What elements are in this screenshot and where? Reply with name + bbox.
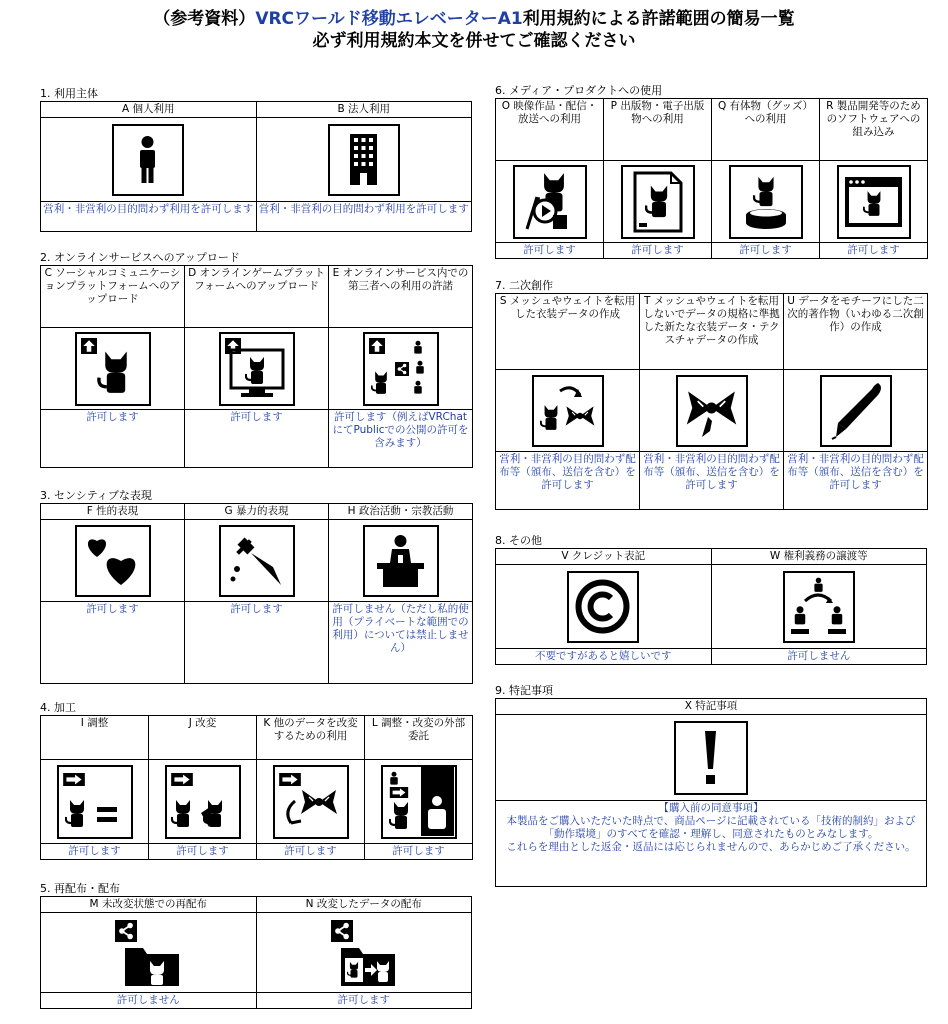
col-head-special-notes: X 特記事項 xyxy=(496,699,927,715)
page-subtitle: 必ず利用規約本文を併せてご確認ください xyxy=(312,31,636,51)
video-icon xyxy=(513,165,587,239)
special-notes-table xyxy=(495,698,927,887)
perm-software: 許可します xyxy=(820,243,928,259)
perm-transfer: 許可しません xyxy=(711,649,927,665)
section-special-notes xyxy=(495,684,927,887)
perm-redistribute-unmodified: 許可しません xyxy=(41,993,257,1009)
outsource-icon xyxy=(381,765,457,839)
bow-large-icon xyxy=(676,375,748,447)
upload-game-icon xyxy=(219,332,295,406)
knife-icon xyxy=(219,525,295,597)
media-products-table xyxy=(495,98,928,259)
perm-violent: 許可します xyxy=(185,602,329,684)
col-head-publication: P 出版物・電子出版物への利用 xyxy=(604,99,712,161)
section-derivative xyxy=(495,279,928,510)
col-head-adjust: I 調整 xyxy=(41,716,149,760)
col-head-new-costume: T メッシュやウェイトを転用しないでデータの規格に準拠した新たな衣装データ・テクスチャデータの作成 xyxy=(640,294,784,370)
col-head-social-upload: C ソーシャルコミュニケーションプラットフォームへのアップロード xyxy=(41,266,185,328)
figure-icon xyxy=(729,165,803,239)
perm-publication: 許可します xyxy=(604,243,712,259)
perm-new-costume: 営利・非営利の目的問わず配布等（頒布、送信を含む）を許可します xyxy=(640,452,784,510)
perm-fan-work: 営利・非営利の目的問わず配布等（頒布、送信を含む）を許可します xyxy=(784,452,928,510)
perm-game-upload: 許可します xyxy=(185,410,329,468)
hearts-icon xyxy=(75,525,151,597)
col-head-fan-work: U データをモチーフにした二次的著作物（いわゆる二次創作）の作成 xyxy=(784,294,928,370)
col-head-personal: A 個人利用 xyxy=(41,102,257,118)
podium-icon xyxy=(363,525,439,597)
person-icon xyxy=(112,124,184,196)
perm-video: 許可します xyxy=(496,243,604,259)
online-upload-table xyxy=(40,265,473,468)
perm-outsource: 許可します xyxy=(365,844,473,860)
col-head-outsource: L 調整・改変の外部委託 xyxy=(365,716,473,760)
page-title xyxy=(0,8,948,30)
section-redistribution xyxy=(40,882,472,1009)
note-title: 【購入前の同意事項】 xyxy=(658,802,764,814)
col-head-sexual: F 性的表現 xyxy=(41,504,185,520)
adjust-icon xyxy=(57,765,133,839)
section-label: 8. その他 xyxy=(495,534,542,547)
col-head-modify-other: K 他のデータを改変するための利用 xyxy=(257,716,365,760)
perm-social-upload: 許可します xyxy=(41,410,185,468)
modify-icon xyxy=(165,765,241,839)
col-head-software: R 製品開発等のためのソフトウェアへの組み込み xyxy=(820,99,928,161)
section-label: 6. メディア・プロダクトへの使用 xyxy=(495,84,663,97)
perm-modify-other: 許可します xyxy=(257,844,365,860)
col-head-political: H 政治活動・宗教活動 xyxy=(329,504,473,520)
col-head-redistribute-unmodified: M 未改変状態での再配布 xyxy=(41,897,257,913)
section-online-upload xyxy=(40,251,473,468)
col-head-modify: J 改変 xyxy=(149,716,257,760)
col-head-game-upload: D オンラインゲームプラットフォームへのアップロード xyxy=(185,266,329,328)
section-media-products xyxy=(495,84,928,259)
other-table xyxy=(495,548,927,665)
perm-corporate: 営利・非営利の目的問わず利用を許可します xyxy=(256,202,472,232)
exclamation-icon xyxy=(674,721,748,795)
section-other xyxy=(495,534,927,665)
copyright-icon xyxy=(567,571,639,643)
section-sensitive xyxy=(40,489,473,684)
col-head-corporate: B 法人利用 xyxy=(256,102,472,118)
section-label: 3. センシティブな表現 xyxy=(40,489,152,502)
pen-icon xyxy=(820,375,892,447)
note-body-agreement: 本製品をご購入いただいた時点で、商品ページに記載されている「技術的制約」および「動作環境」のすべてを確認・理解し、同意されたものとみなします。 xyxy=(506,815,916,840)
note-body-refund: これらを理由とした返金・返品には応じられませんので、あらかじめご了承ください。 xyxy=(506,841,916,853)
upload-cat-icon xyxy=(75,332,151,406)
col-head-violent: G 暴力的表現 xyxy=(185,504,329,520)
col-head-distribute-modified: N 改変したデータの配布 xyxy=(256,897,472,913)
usage-subject-table xyxy=(40,101,472,232)
derivative-table xyxy=(495,293,928,510)
section-label: 2. オンラインサービスへのアップロード xyxy=(40,251,240,264)
product-name: VRCワールド移動エレベーターA1 xyxy=(255,9,523,29)
publication-icon xyxy=(621,165,695,239)
section-label: 9. 特記事項 xyxy=(495,684,553,697)
transfer-icon xyxy=(783,571,855,643)
redistribution-table xyxy=(40,896,472,1009)
section-processing xyxy=(40,701,473,860)
col-head-credit: V クレジット表記 xyxy=(496,549,712,565)
perm-political: 許可しません（ただし私的使用（プライベートな範囲での利用）については禁止しません） xyxy=(329,602,473,684)
perm-mesh-costume: 営利・非営利の目的問わず配布等（頒布、送信を含む）を許可します xyxy=(496,452,640,510)
perm-credit: 不要ですがあると嬉しいです xyxy=(496,649,712,665)
perm-personal: 営利・非営利の目的問わず利用を許可します xyxy=(41,202,257,232)
title-prefix: （参考資料） xyxy=(153,9,256,29)
section-label: 7. 二次創作 xyxy=(495,279,553,292)
share-users-icon xyxy=(363,332,439,406)
col-head-mesh-costume: S メッシュやウェイトを転用した衣装データの作成 xyxy=(496,294,640,370)
perm-modify: 許可します xyxy=(149,844,257,860)
processing-table xyxy=(40,715,473,860)
perm-goods: 許可します xyxy=(712,243,820,259)
col-head-transfer: W 権利義務の譲渡等 xyxy=(711,549,927,565)
title-suffix: 利用規約による許諾範囲の簡易一覧 xyxy=(522,9,795,29)
perm-third-party-license: 許可します（例えばVRChatにてPublicでの公開の許可を含みます） xyxy=(329,410,473,468)
perm-distribute-modified: 許可します xyxy=(256,993,472,1009)
col-head-video: O 映像作品・配信・放送への利用 xyxy=(496,99,604,161)
bow-icon xyxy=(273,765,349,839)
perm-sexual: 許可します xyxy=(41,602,185,684)
col-head-goods: Q 有体物（グッズ）への利用 xyxy=(712,99,820,161)
section-usage-subject xyxy=(40,87,472,232)
building-icon xyxy=(328,124,400,196)
section-label: 1. 利用主体 xyxy=(40,87,98,100)
perm-adjust: 許可します xyxy=(41,844,149,860)
software-icon xyxy=(837,165,911,239)
share-folder-icon xyxy=(113,918,183,988)
sensitive-table xyxy=(40,503,473,684)
share-modified-icon xyxy=(329,918,399,988)
col-head-third-party-license: E オンラインサービス内での第三者への利用の許諾 xyxy=(329,266,473,328)
section-label: 5. 再配布・配布 xyxy=(40,882,120,895)
mesh-icon xyxy=(532,375,604,447)
section-label: 4. 加工 xyxy=(40,701,76,714)
